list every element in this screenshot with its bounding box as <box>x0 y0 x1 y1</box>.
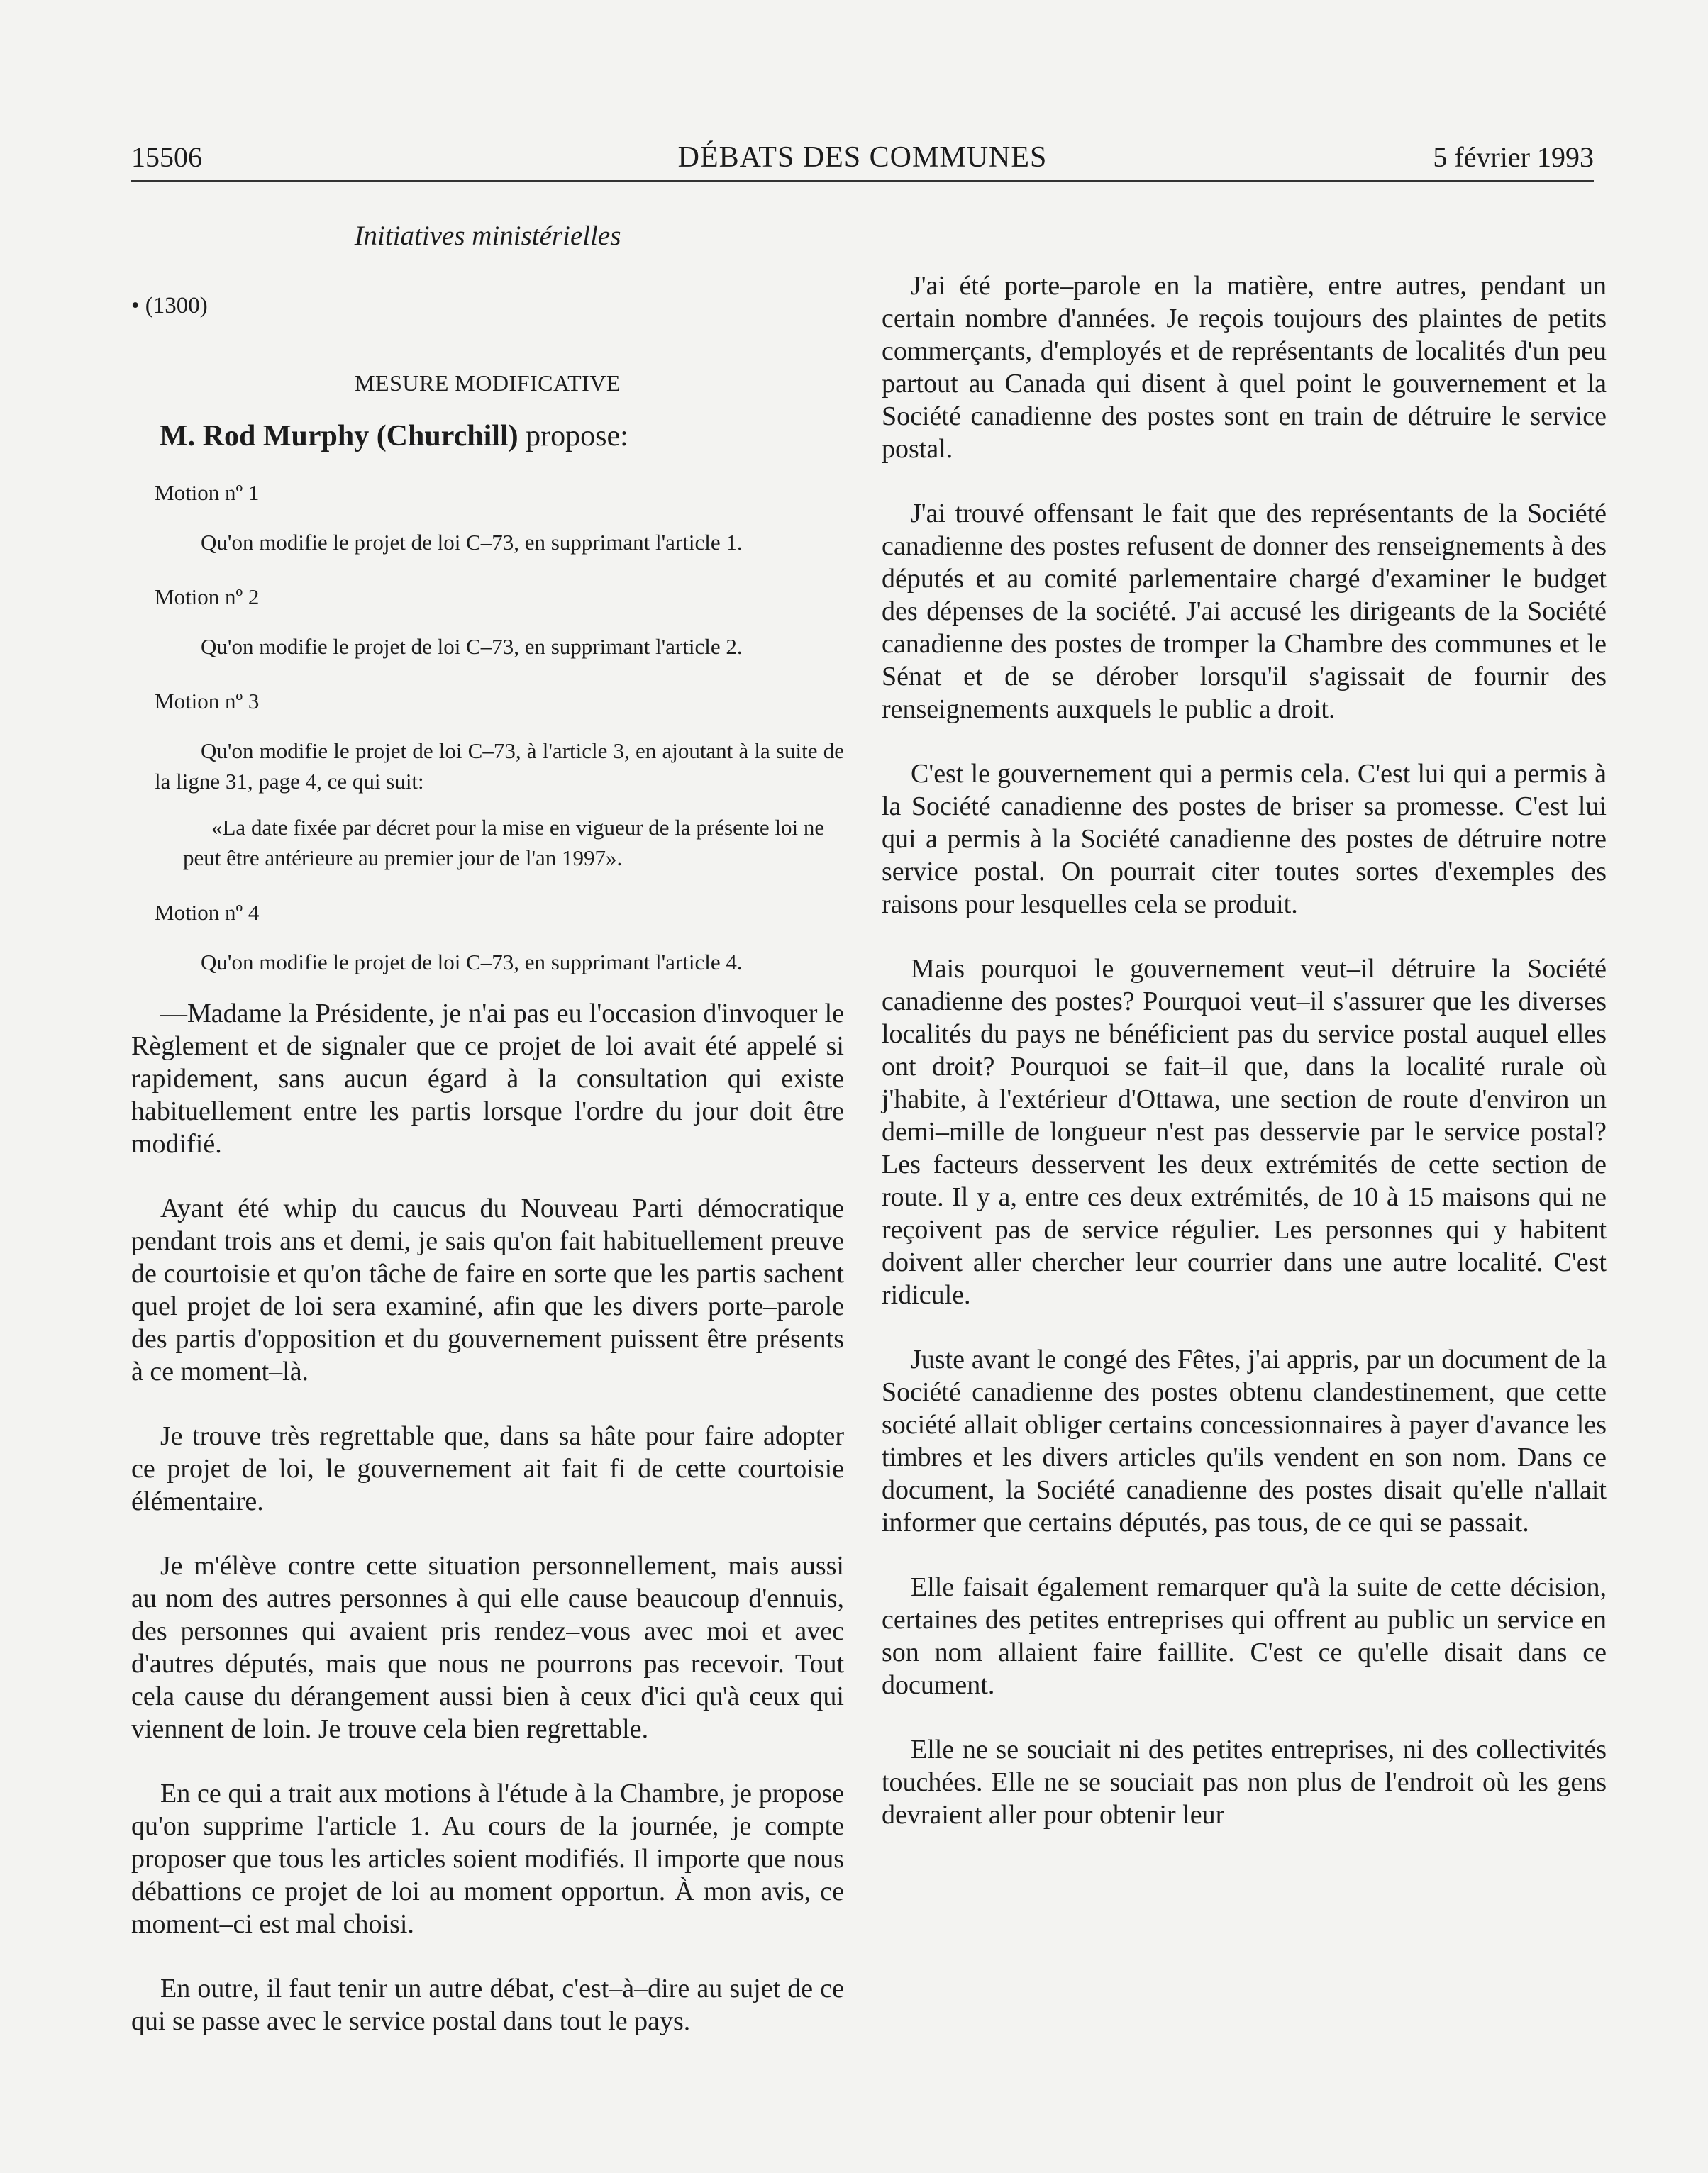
publication-date: 5 février 1993 <box>1433 141 1594 173</box>
motion-text: Qu'on modifie le projet de loi C–73, en supprimant l'article 2. <box>201 634 743 659</box>
timestamp: • (1300) <box>131 293 208 318</box>
paragraph: Elle faisait également remarquer qu'à la suite de cette décision, certaines des petites entreprises qui offrent au public un service en son nom allaient faire faillite. C'est ce qu'elle disait dans ce document. <box>882 1572 1607 1700</box>
left-column <box>131 213 844 2069</box>
motion-text: Qu'on modifie le projet de loi C–73, en supprimant l'article 4. <box>201 950 743 974</box>
right-column <box>882 269 1607 1863</box>
paragraph: Je trouve très regrettable que, dans sa hâte pour faire adopter ce projet de loi, le gouvernement ait fait fi de cette courtoisie élémentaire. <box>131 1421 844 1516</box>
paragraph: C'est le gouvernement qui a permis cela. C'est lui qui a permis à la Société canadienne des postes de briser sa promesse. C'est lui qui a permis à la Société canadienne des postes de détruire notre service postal. On pourrait citer toutes sortes d'exemples des raisons pour lesquelles cela se produit. <box>882 759 1607 919</box>
motion-label: Motion nº 3 <box>155 689 260 713</box>
paragraph: Elle ne se souciait ni des petites entreprises, ni des collectivités touchées. Elle ne se souciait pas non plus de l'endroit où les gens devraient aller pour obtenir leur <box>882 1735 1607 1830</box>
mover-verb: propose: <box>518 420 628 452</box>
header-rule <box>131 180 1594 182</box>
motion-label: Motion nº 4 <box>155 900 260 925</box>
paragraph: Juste avant le congé des Fêtes, j'ai appris, par un document de la Société canadienne des postes obtenu clandestinement, que cette société allait obliger certains concessionnaires à payer d'avance les timbres et les divers articles qu'ils vendent en son nom. Dans ce document, la Société canadienne des postes disait qu'elle n'allait informer que certains députés, pas tous, de ce qui se passait. <box>882 1345 1607 1538</box>
paragraph: Ayant été whip du caucus du Nouveau Parti démocratique pendant trois ans et demi, je sais qu'on fait habituellement preuve de courtoisie et qu'on tâche de faire en sorte que les partis sachent quel projet de loi sera examiné, afin que les divers porte–parole des partis d'opposition et du gouvernement puissent être présents à ce moment–là. <box>131 1194 844 1386</box>
mover-line <box>131 419 844 453</box>
publication-title: DÉBATS DES COMMUNES <box>677 141 1048 174</box>
page-header <box>131 140 1594 183</box>
paragraph: En ce qui a trait aux motions à l'étude à la Chambre, je propose qu'on supprime l'article 1. Au cours de la journée, je compte proposer que tous les articles soient modifiés. Il importe que nous débattions ce projet de loi au moment opportun. À mon avis, ce moment–ci est mal choisi. <box>131 1779 844 1939</box>
motion-label: Motion nº 1 <box>155 480 260 505</box>
motion-text: Qu'on modifie le projet de loi C–73, en supprimant l'article 1. <box>201 530 743 555</box>
section-title: Initiatives ministérielles <box>354 221 621 251</box>
paragraph: J'ai trouvé offensant le fait que des représentants de la Société canadienne des postes refusent de donner des renseignements à des députés et au comité parlementaire chargé d'examiner le budget des dépenses de la société. J'ai accusé les dirigeants de la Société canadienne des postes de tromper la Chambre des communes et le Sénat et de se dérober lorsqu'il s'agissait de fournir des renseignements auxquels le public a droit. <box>882 499 1607 724</box>
motion-text: Qu'on modifie le projet de loi C–73, à l'article 3, en ajoutant à la suite de la ligne 31, page 4, ce qui suit: <box>155 738 844 794</box>
paragraph: Je m'élève contre cette situation personnellement, mais aussi au nom des autres personnes à qui elle cause beaucoup d'ennuis, des personnes qui avaient pris rendez–vous avec moi et avec d'autres députés, mais que nous ne pourrons pas recevoir. Tout cela cause du dérangement aussi bien à ceux d'ici qu'à ceux qui viennent de loin. Je trouve cela bien regrettable. <box>131 1551 844 1744</box>
mover-name: M. Rod Murphy (Churchill) <box>160 420 518 452</box>
paragraph: —Madame la Présidente, je n'ai pas eu l'occasion d'invoquer le Règlement et de signaler que ce projet de loi avait été appelé si rapidement, sans aucun égard à la consultation qui existe habituellement entre les partis lorsque l'ordre du jour doit être modifié. <box>131 999 844 1159</box>
amendment-heading: MESURE MODIFICATIVE <box>355 370 621 396</box>
page-number: 15506 <box>131 141 202 173</box>
motion-quote: «La date fixée par décret pour la mise en vigueur de la présente loi ne peut être antérieure au premier jour de l'an 1997». <box>183 815 825 870</box>
motion-label: Motion nº 2 <box>155 584 260 609</box>
paragraph: Mais pourquoi le gouvernement veut–il détruire la Société canadienne des postes? Pourquoi veut–il s'assurer que les diverses localités du pays ne bénéficient pas du service postal auquel elles ont droit? Pourquoi se fait–il que, dans la localité rurale où j'habite, à l'extérieur d'Ottawa, une section de route d'environ un demi–mille de longueur n'est pas desservie par le service postal? Les facteurs desservent les deux extrémités de cette section de route. Il y a, entre ces deux extrémités, de 10 à 15 maisons qui ne reçoivent pas de service régulier. Les personnes qui y habitent doivent aller chercher leur courrier dans une autre localité. C'est ridicule. <box>882 954 1607 1310</box>
paragraph: En outre, il faut tenir un autre débat, c'est–à–dire au sujet de ce qui se passe avec le service postal dans tout le pays. <box>131 1974 844 2036</box>
paragraph: J'ai été porte–parole en la matière, entre autres, pendant un certain nombre d'années. Je reçois toujours des plaintes de petits commerçants, d'employés et de représentants de localités d'un peu partout au Canada qui disent à quel point le gouvernement et la Société canadienne des postes sont en train de détruire le service postal. <box>882 271 1607 464</box>
